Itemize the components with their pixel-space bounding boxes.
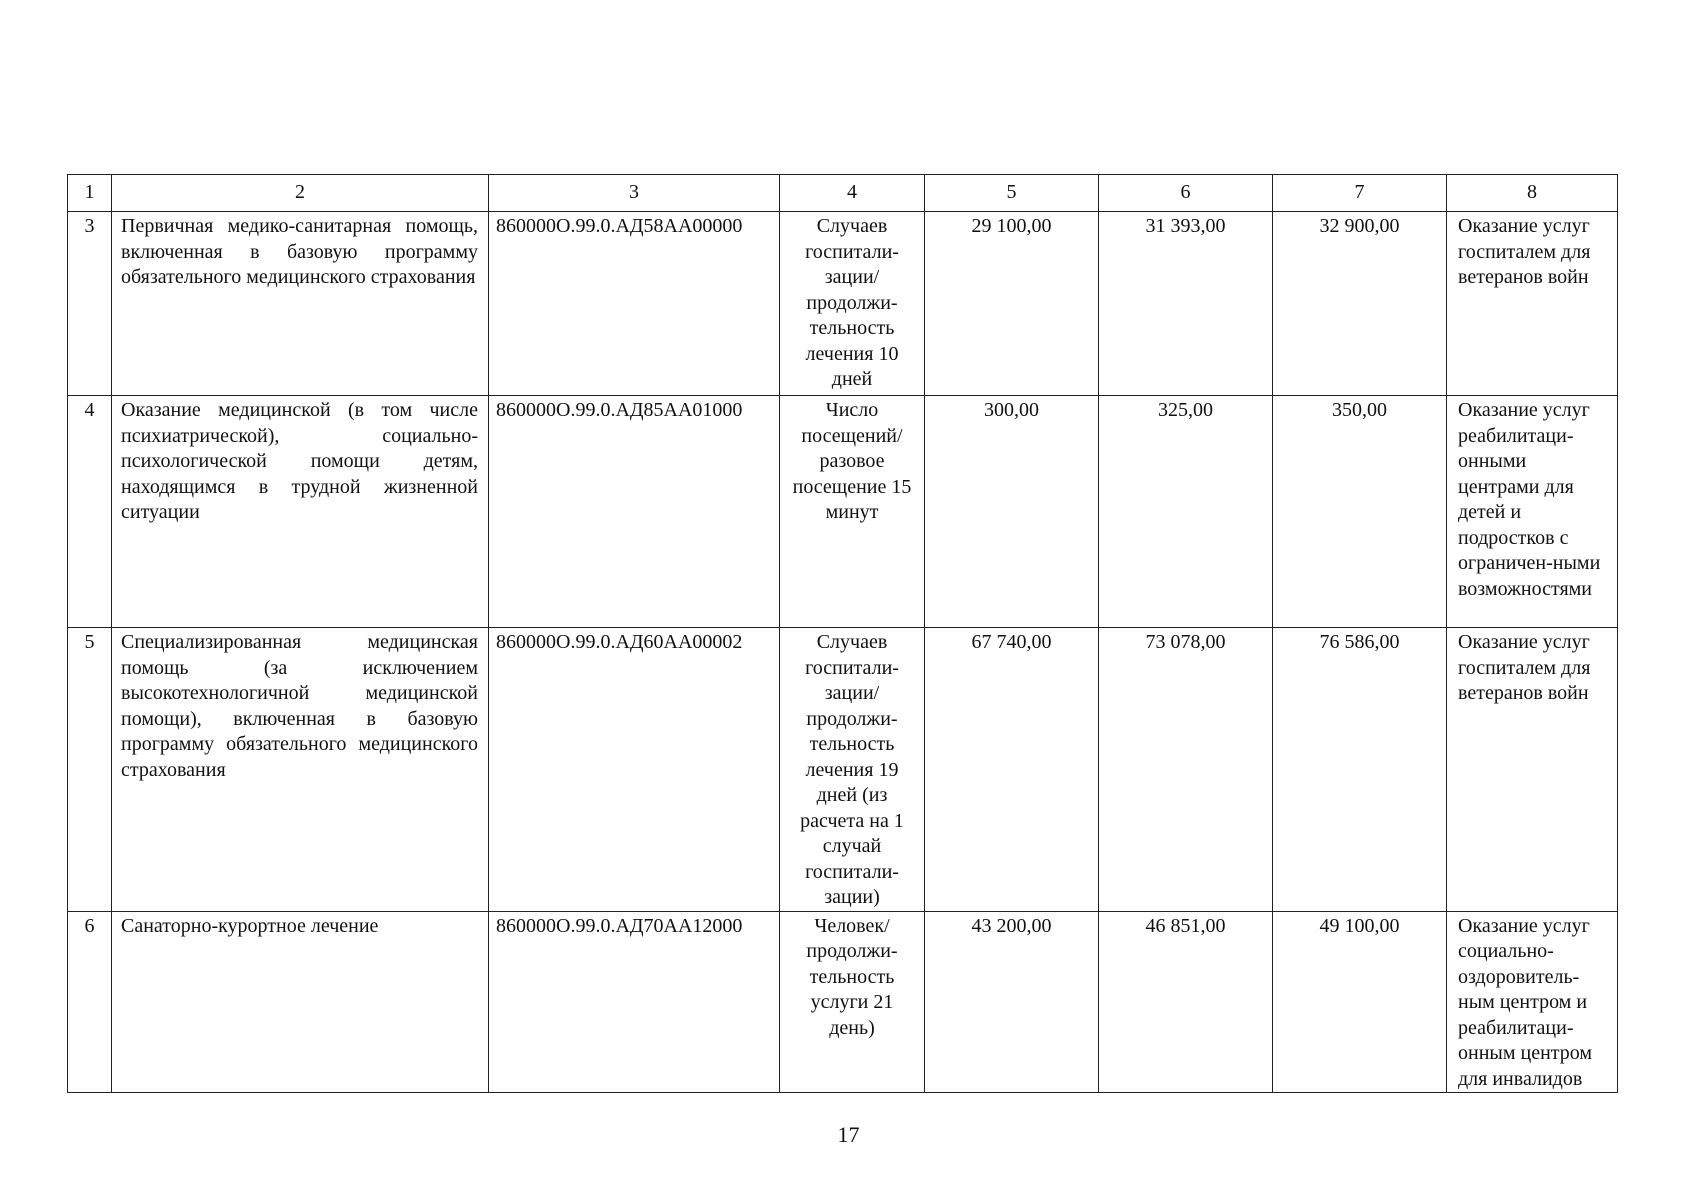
header-cell: 3 (489, 175, 780, 212)
row-number: 4 (68, 396, 112, 628)
service-unit: Число посещений/ разовое посещение 15 минут (780, 396, 925, 628)
table-row (68, 396, 1618, 628)
service-code: 860000О.99.0.АД85АА01000 (489, 396, 780, 628)
service-unit: Случаев госпитали-зации/ продолжи-тельность лечения 19 дней (из расчета на 1 случай госпитали-зации) (780, 628, 925, 912)
value-col5: 67 740,00 (925, 628, 1099, 912)
service-code: 860000О.99.0.АД70АА12000 (489, 911, 780, 1093)
value-col7: 76 586,00 (1273, 628, 1447, 912)
row-number: 5 (68, 628, 112, 912)
value-col7: 350,00 (1273, 396, 1447, 628)
value-col6: 73 078,00 (1099, 628, 1273, 912)
service-note: Оказание услуг госпиталем для ветеранов войн (1447, 628, 1618, 912)
page-number: 17 (837, 1122, 860, 1147)
header-cell: 1 (68, 175, 112, 212)
service-name: Специализированная медицинская помощь (за исключением высокотехнологичной медицинской помощи), включенная в базовую программу обязательного медицинского страхования (112, 628, 489, 912)
header-cell: 7 (1273, 175, 1447, 212)
table-row (68, 212, 1618, 396)
table-header-row (68, 175, 1618, 212)
service-note: Оказание услуг реабилитаци-онными центрами для детей и подростков с ограничен-ными возможностями (1447, 396, 1618, 628)
value-col6: 46 851,00 (1099, 911, 1273, 1093)
row-number: 3 (68, 212, 112, 396)
table-row (68, 911, 1618, 1093)
row-number: 6 (68, 911, 112, 1093)
services-table (67, 174, 1618, 1093)
service-code: 860000О.99.0.АД58АА00000 (489, 212, 780, 396)
value-col6: 31 393,00 (1099, 212, 1273, 396)
value-col5: 300,00 (925, 396, 1099, 628)
table-row (68, 628, 1618, 912)
header-cell: 5 (925, 175, 1099, 212)
header-cell: 2 (112, 175, 489, 212)
value-col6: 325,00 (1099, 396, 1273, 628)
service-note: Оказание услуг социально-оздоровитель-ным центром и реабилитаци-онным центром для инвалидов (1447, 911, 1618, 1093)
service-name: Санаторно-курортное лечение (112, 911, 489, 1093)
service-unit: Человек/ продолжи-тельность услуги 21 день) (780, 911, 925, 1093)
service-note: Оказание услуг госпиталем для ветеранов войн (1447, 212, 1618, 396)
value-col5: 43 200,00 (925, 911, 1099, 1093)
header-cell: 8 (1447, 175, 1618, 212)
value-col7: 32 900,00 (1273, 212, 1447, 396)
value-col5: 29 100,00 (925, 212, 1099, 396)
service-name: Оказание медицинской (в том числе психиатрической), социально-психологической помощи детям, находящимся в трудной жизненной ситуации (112, 396, 489, 628)
service-code: 860000О.99.0.АД60АА00002 (489, 628, 780, 912)
header-cell: 6 (1099, 175, 1273, 212)
header-cell: 4 (780, 175, 925, 212)
service-unit: Случаев госпитали-зации/ продолжи-тельность лечения 10 дней (780, 212, 925, 396)
value-col7: 49 100,00 (1273, 911, 1447, 1093)
service-name: Первичная медико-санитарная помощь, включенная в базовую программу обязательного медицинского страхования (112, 212, 489, 396)
